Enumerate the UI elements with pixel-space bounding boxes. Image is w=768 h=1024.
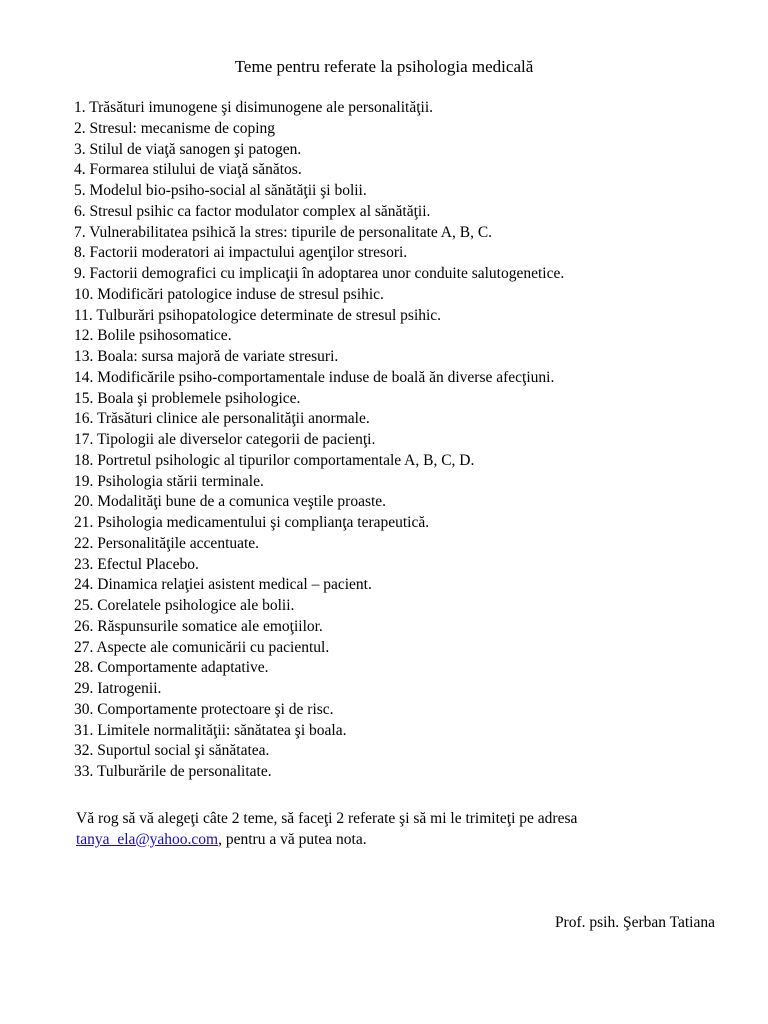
document-title: Teme pentru referate la psihologia medicală (234, 57, 534, 76)
topic-item: 10. Modificări patologice induse de stresul psihic. (74, 285, 384, 303)
topic-item: 32. Suportul social şi sănătatea. (74, 742, 270, 760)
topic-item: 19. Psihologia stării terminale. (74, 472, 264, 490)
topic-item: 9. Factorii demografici cu implicaţii în adoptarea unor conduite salutogenetice. (74, 265, 565, 282)
topic-item: 18. Portretul psihologic al tipurilor comportamentale A, B, C, D. (74, 451, 475, 469)
topic-item: 30. Comportamente protectoare şi de risc. (74, 700, 334, 718)
topic-item: 7. Vulnerabilitatea psihică la stres: tipurile de personalitate A, B, C. (74, 223, 493, 241)
topic-item: 25. Corelatele psihologice ale bolii. (74, 597, 295, 614)
topic-item: 31. Limitele normalităţii: sănătatea şi boala. (74, 721, 347, 739)
topic-item: 12. Bolile psihosomatice. (74, 327, 232, 345)
topic-item: 22. Personalităţile accentuate. (74, 534, 260, 552)
topic-item: 11. Tulburări psihopatologice determinate de stresul psihic. (74, 306, 442, 324)
topic-item: 15. Boala şi problemele psihologice. (74, 389, 301, 407)
closing-text-end: , pentru a vă putea nota. (218, 831, 367, 848)
topic-item: 21. Psihologia medicamentului şi complianţa terapeutică. (74, 514, 430, 531)
topics-list (74, 98, 734, 783)
topic-item: 29. Iatrogenii. (74, 680, 162, 697)
topic-item: 4. Formarea stilului de viaţă sănătos. (74, 161, 302, 179)
topic-item: 5. Modelul bio-psiho-social al sănătăţii şi bolii. (74, 182, 367, 199)
topic-item: 3. Stilul de viaţă sanogen şi patogen. (74, 140, 302, 158)
topic-item: 8. Factorii moderatori ai impactului agenţilor stresori. (74, 244, 408, 262)
email-link[interactable]: tanya_ela@yahoo.com (76, 831, 219, 848)
topic-item: 2. Stresul: mecanisme de coping (74, 119, 276, 137)
topic-item: 14. Modificările psiho-comportamentale induse de boală ăn diverse afecţiuni. (74, 368, 555, 386)
closing-paragraph (76, 808, 726, 850)
topic-item: 13. Boala: sursa majoră de variate stresuri. (74, 348, 339, 365)
topic-item: 6. Stresul psihic ca factor modulator complex al sănătăţii. (74, 202, 431, 220)
topic-item: 16. Trăsături clinice ale personalităţii anormale. (74, 410, 370, 428)
topic-item: 28. Comportamente adaptative. (74, 659, 269, 677)
closing-text: Vă rog să vă alegeţi câte 2 teme, să faceţi 2 referate şi să mi le trimiteţi pe adresa (76, 810, 578, 827)
topic-item: 27. Aspecte ale comunicării cu pacientul. (74, 638, 330, 656)
topic-item: 1. Trăsături imunogene şi disimunogene ale personalităţii. (74, 99, 434, 116)
topic-item: 24. Dinamica relaţiei asistent medical – pacient. (74, 576, 372, 594)
topic-item: 20. Modalităţi bune de a comunica veştile proaste. (74, 493, 387, 511)
topic-item: 33. Tulburările de personalitate. (74, 763, 272, 780)
topic-item: 17. Tipologii ale diverselor categorii de pacienţi. (74, 431, 376, 448)
topic-item: 26. Răspunsurile somatice ale emoţiilor. (74, 617, 323, 635)
topic-item: 23. Efectul Placebo. (74, 555, 199, 573)
signature: Prof. psih. Şerban Tatiana (554, 914, 715, 931)
